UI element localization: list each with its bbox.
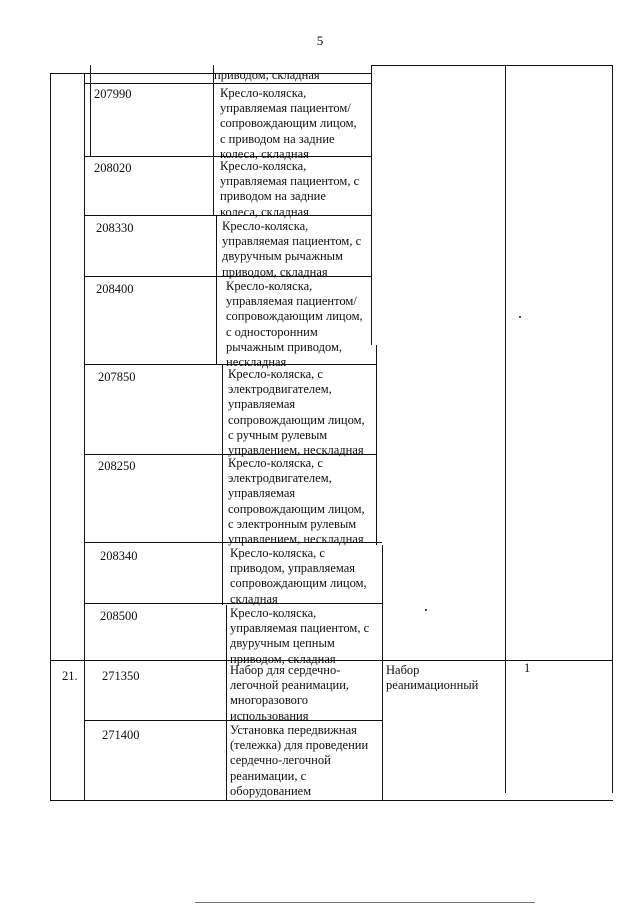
table-row-name: Кресло-коляска, управляемая пациентом, с двуручным рычажным приводом, складная	[222, 219, 362, 279]
col-sep-name	[222, 365, 223, 605]
col-sep-group	[376, 345, 377, 545]
table-row-name: Набор для сердечно- легочной реанимации, многоразового использования	[230, 663, 350, 723]
col-sep-name	[216, 215, 217, 365]
table-row-code: 271400	[102, 728, 140, 742]
table-row-code: 208020	[94, 161, 132, 175]
table-row-code: 208330	[96, 221, 134, 235]
col-sep-code	[90, 77, 91, 157]
table-row-name: Установка передвижная (тележка) для проведении сердечно-легочной реанимации, с оборудованием	[230, 723, 369, 798]
table-row-code: 271350	[102, 669, 140, 683]
table-border-left	[50, 73, 51, 801]
table-row-code: 207850	[98, 370, 136, 384]
col-sep-group	[382, 545, 383, 801]
table-row-number: 21.	[62, 669, 78, 683]
table-row-name: Кресло-коляска, с электродвигателем, управляемая сопровождающим лицом, с электронным рулевым управлением, нескладная	[228, 456, 365, 547]
table-top-border-right	[372, 65, 613, 66]
page-number: 5	[316, 33, 324, 48]
table-row-code: 207990	[94, 87, 132, 101]
col-sep-group	[371, 65, 372, 345]
table-row-name: Кресло-коляска, с приводом, управляемая сопровождающим лицом, складная	[230, 546, 367, 606]
table-row-group: Набор реанимационный	[386, 663, 479, 693]
col-sep-qty	[505, 65, 506, 793]
table-bottom-border	[50, 800, 613, 801]
table-row-code: 208340	[100, 549, 138, 563]
table-row-name: Кресло-коляска, управляемая пациентом/ сопровождающим лицом, с односторонним рычажным приводом, нескладная	[226, 279, 363, 370]
table-row-name: Кресло-коляска, управляемая пациентом/ сопровождающим лицом, с приводом на задние колеса, складная	[220, 86, 357, 161]
col-sep-name	[213, 65, 214, 215]
table-row-code: 208500	[100, 609, 138, 623]
table-row-name: Кресло-коляска, управляемая пациентом, с двуручным цепным приводом, складная	[230, 606, 370, 666]
table-row-qty: 1	[524, 661, 531, 675]
col-sep-code	[90, 65, 91, 77]
table-top-border	[50, 73, 372, 74]
table-border-right	[612, 65, 613, 793]
table-row-code: 208250	[98, 459, 136, 473]
table-row-name: Кресло-коляска, с электродвигателем, управляемая сопровождающим лицом, с ручным рулевым управлением, нескладная	[228, 367, 365, 458]
table-row-code: 208400	[96, 282, 134, 296]
scan-edge-line	[195, 902, 535, 903]
scan-speck	[519, 316, 521, 318]
equipment-table	[50, 65, 614, 801]
scan-speck	[425, 609, 427, 611]
col-sep-number	[84, 73, 85, 801]
table-row-name: приводом, складная	[214, 68, 320, 82]
col-sep-name	[226, 605, 227, 801]
table-row-name: Кресло-коляска, управляемая пациентом, с приводом на задние колеса, складная	[220, 159, 360, 219]
